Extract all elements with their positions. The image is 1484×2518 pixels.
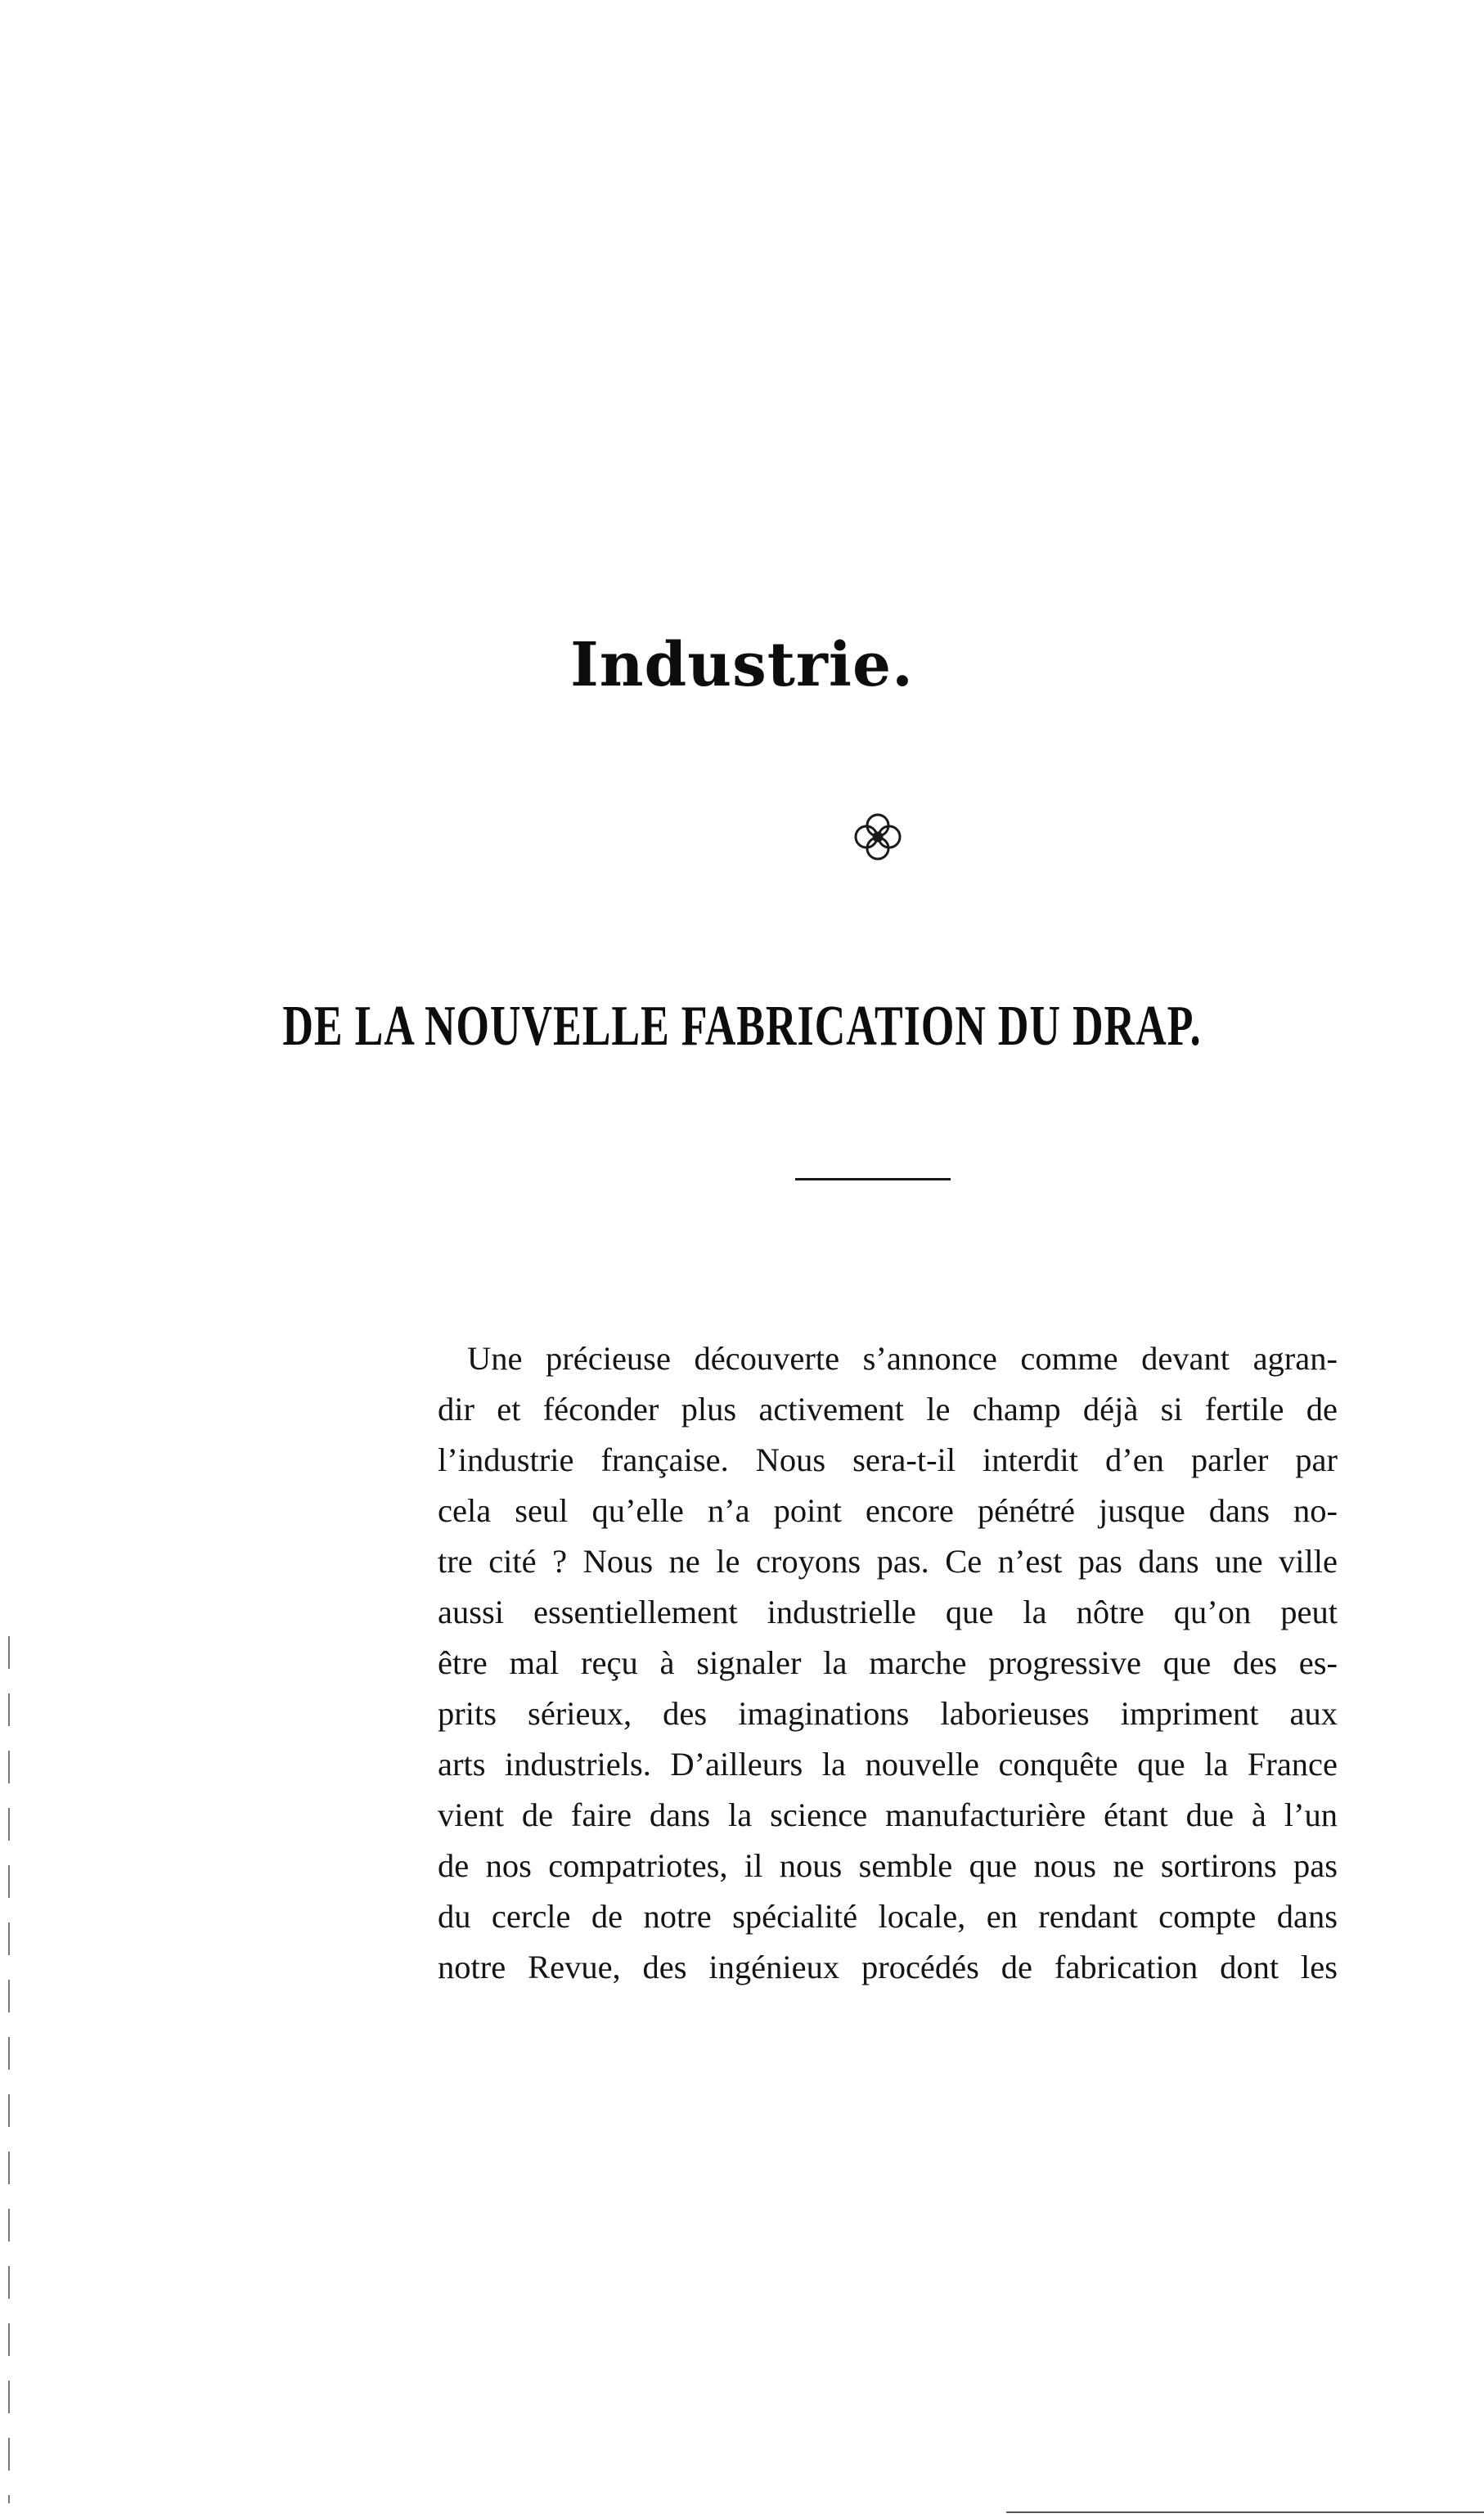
body-line: l’industrie française. Nous sera-t-il interdit d’en parler par xyxy=(438,1441,1338,1478)
body-line: dir et féconder plus activement le champ déjà si fertile de xyxy=(438,1391,1338,1428)
article-title: DE LA NOUVELLE FABRICATION DU DRAP. xyxy=(282,995,1202,1059)
body-line: Une précieuse découverte s’annonce comme devant agran- xyxy=(467,1340,1338,1377)
page-bottom-rule xyxy=(1006,2511,1484,2513)
quatrefoil-ornament-icon xyxy=(851,810,905,864)
body-line: vient de faire dans la science manufacturière étant due à l’un xyxy=(438,1796,1338,1833)
body-line: aussi essentiellement industrielle que la nôtre qu’on peut xyxy=(438,1594,1338,1630)
body-line: être mal reçu à signaler la marche progressive que des es- xyxy=(438,1644,1338,1681)
scan-margin-line xyxy=(8,1636,10,2503)
body-line: cela seul qu’elle n’a point encore pénétré jusque dans no- xyxy=(438,1492,1338,1529)
body-line: de nos compatriotes, il nous semble que nous ne sortirons pas xyxy=(438,1847,1338,1884)
body-line: arts industriels. D’ailleurs la nouvelle conquête que la France xyxy=(438,1746,1338,1783)
section-heading: Industrie. xyxy=(570,630,914,700)
article-body xyxy=(438,1333,1338,1993)
body-line: tre cité ? Nous ne le croyons pas. Ce n’est pas dans une ville xyxy=(438,1543,1338,1580)
body-line: du cercle de notre spécialité locale, en rendant compte dans xyxy=(438,1898,1338,1935)
body-line: notre Revue, des ingénieux procédés de fabrication dont les xyxy=(438,1949,1338,1985)
title-divider xyxy=(795,1178,951,1180)
body-line: prits sérieux, des imaginations laborieuses impriment aux xyxy=(438,1695,1338,1732)
